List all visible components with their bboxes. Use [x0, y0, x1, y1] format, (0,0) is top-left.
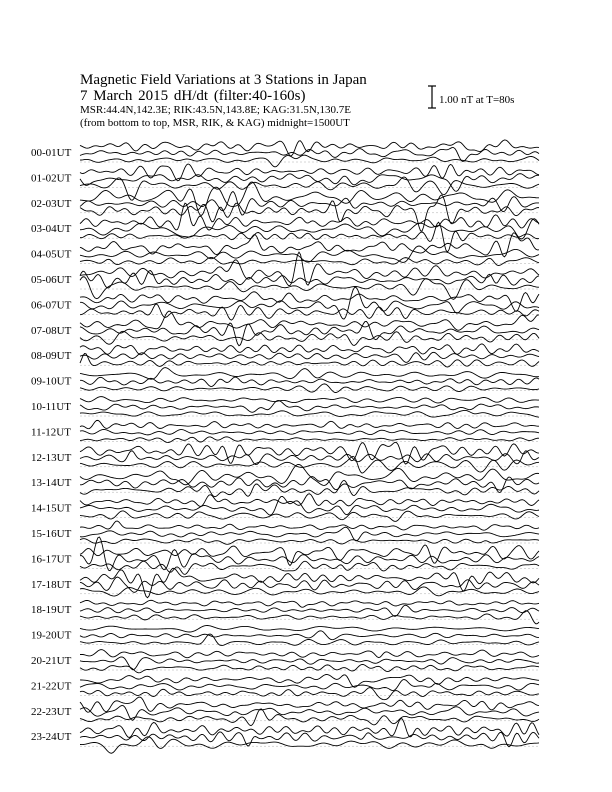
station-trace-rik [80, 705, 539, 720]
hour-label: 22-23UT [31, 705, 72, 718]
station-trace-rik [80, 192, 539, 216]
hour-label: 07-08UT [31, 324, 72, 337]
station-trace-rik [80, 527, 539, 541]
station-trace-rik [80, 657, 539, 670]
station-trace-rik [80, 496, 539, 515]
station-trace-msr [80, 304, 539, 320]
hour-label: 00-01UT [31, 147, 72, 159]
station-trace-msr [80, 539, 539, 545]
station-trace-rik [80, 631, 539, 640]
station-trace-msr [80, 456, 539, 473]
station-trace-kag [80, 650, 539, 658]
hour-label: 01-02UT [31, 172, 72, 185]
station-trace-msr [80, 277, 539, 300]
station-trace-kag [80, 494, 539, 507]
station-trace-kag [80, 420, 539, 428]
scale-bar [428, 86, 436, 108]
station-trace-rik [80, 246, 539, 262]
station-trace-kag [80, 203, 539, 230]
station-trace-kag [80, 625, 539, 632]
station-trace-msr [80, 257, 539, 265]
hour-label: 08-09UT [31, 350, 72, 363]
station-trace-kag [80, 600, 539, 607]
station-trace-kag [80, 545, 539, 566]
hour-label: 03-04UT [31, 223, 72, 236]
station-trace-rik [80, 148, 539, 162]
hour-label: 12-13UT [31, 451, 72, 464]
station-trace-msr [80, 155, 539, 167]
station-trace-msr [80, 688, 539, 700]
station-trace-msr [80, 611, 539, 624]
station-trace-msr [80, 664, 539, 672]
station-trace-msr [80, 437, 539, 443]
chart-title: Magnetic Field Variations at 3 Stations in Japan [80, 72, 367, 88]
station-trace-msr [80, 737, 539, 753]
hour-label: 19-20UT [31, 629, 72, 642]
station-trace-kag [80, 252, 539, 285]
station-trace-rik [80, 377, 539, 386]
hour-label: 04-05UT [31, 248, 72, 261]
hour-label: 17-18UT [31, 578, 72, 591]
station-trace-rik [80, 271, 539, 288]
hour-label: 10-11UT [31, 401, 71, 413]
station-trace-kag [80, 368, 539, 380]
station-trace-rik [80, 321, 539, 345]
hour-label: 13-14UT [31, 477, 72, 490]
station-trace-msr [80, 561, 539, 574]
scale-bar-label: 1.00 nT at T=80s [439, 94, 515, 106]
station-trace-kag [80, 568, 539, 597]
station-trace-msr [80, 587, 539, 596]
station-trace-kag [80, 397, 539, 403]
hour-label: 16-17UT [31, 553, 72, 566]
station-trace-kag [80, 292, 539, 312]
hour-label: 18-19UT [31, 604, 72, 617]
hour-label: 05-06UT [31, 274, 72, 286]
station-trace-msr [80, 709, 539, 726]
hour-label: 21-22UT [31, 680, 72, 693]
station-trace-kag [80, 442, 539, 464]
station-trace-rik [80, 605, 539, 616]
station-trace-kag [80, 344, 539, 355]
station-trace-kag [80, 140, 539, 156]
station-trace-rik [80, 732, 539, 747]
date-filter-line: 7 March 2015 dH/dt (filter:40-160s) [80, 88, 306, 104]
hour-label: 14-15UT [31, 502, 72, 515]
hour-label: 11-12UT [31, 426, 71, 439]
hour-label: 23-24UT [31, 731, 72, 744]
station-trace-kag [80, 521, 539, 530]
station-trace-rik [80, 680, 539, 691]
station-trace-rik [80, 429, 539, 434]
hour-label: 02-03UT [31, 197, 72, 210]
station-order-note: (from bottom to top, MSR, RIK, & KAG) midnight=1500UT [80, 117, 350, 129]
hour-label: 20-21UT [31, 655, 72, 667]
station-trace-msr [80, 384, 539, 393]
station-coordinates: MSR:44.4N,142.3E; RIK:43.5N,143.8E; KAG:31.5N,130.7E [80, 104, 352, 116]
hour-label: 15-16UT [31, 528, 72, 540]
station-trace-kag [80, 718, 539, 737]
hour-label: 06-07UT [31, 299, 72, 312]
hour-label: 09-10UT [31, 375, 72, 388]
